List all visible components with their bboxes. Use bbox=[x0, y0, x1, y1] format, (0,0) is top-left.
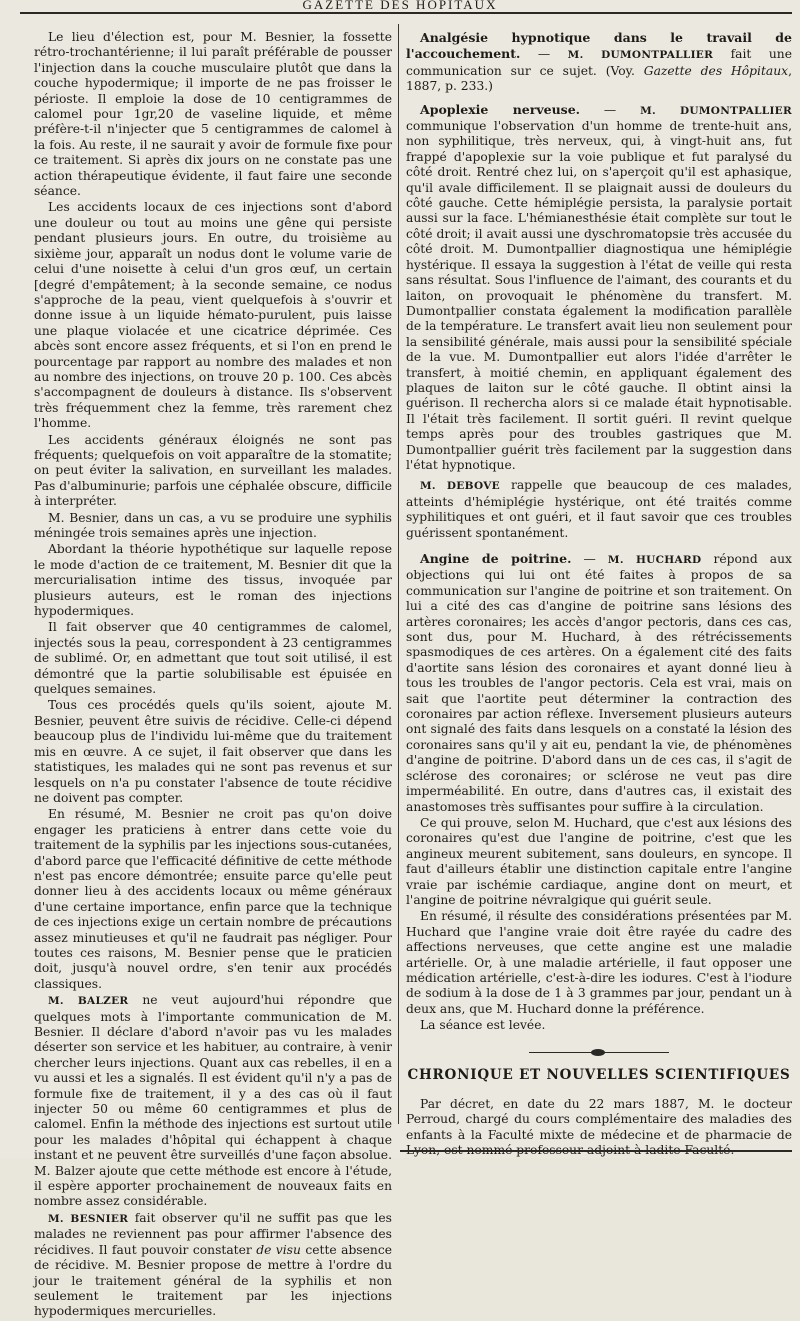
paragraph: Il fait observer que 40 centigrammes de calomel, injectés sous la peau, correspondent à 23 centigrammes de sublimé. Or, en admettant que tout soit utilisé, il est démontré que la partie solubilisable est épuisée en quelques semaines. bbox=[34, 620, 392, 697]
paragraph-text: cette absence de récidive. M. Besnier propose de mettre à l'ordre du jour le traitement général de la syphilis et non seulement le traitement par les injections hypodermiques mercurielles. bbox=[34, 1242, 392, 1319]
header-rule bbox=[20, 12, 792, 14]
dash: — bbox=[580, 102, 641, 117]
section-heading: Analgésie hypnotique dans le travail de l'accouchement. bbox=[406, 30, 792, 62]
dash: — bbox=[520, 47, 568, 62]
paragraph-text: , 1887, p. 233.) bbox=[406, 63, 792, 94]
section-angine bbox=[406, 551, 792, 815]
section-apoplexie bbox=[406, 102, 792, 474]
paragraph-besnier bbox=[34, 1211, 392, 1320]
speaker-name: M. BALZER bbox=[48, 995, 129, 1008]
section-heading: Angine de poitrine. bbox=[420, 551, 572, 566]
chronique-heading: CHRONIQUE ET NOUVELLES SCIENTIFIQUES bbox=[407, 1066, 791, 1083]
speaker-name: M. BESNIER bbox=[48, 1212, 129, 1225]
column-divider bbox=[398, 24, 399, 1124]
section-analgesie bbox=[406, 30, 792, 95]
paragraph-balzer bbox=[34, 993, 392, 1210]
ornament-divider bbox=[529, 1048, 669, 1058]
paragraph: Ce qui prouve, selon M. Huchard, que c'est aux lésions des coronaires qu'est due l'angine de poitrine, c'est que les angineux meurent subitement, sans douleurs, en syncope. Il faut d'ailleurs établir une distinction capitale entre l'angine vraie par ischémie cardiaque, angine dont on meurt, et l'angine de poitrine névralgique qui guérit seule. bbox=[406, 815, 792, 907]
dash: — bbox=[571, 552, 608, 566]
paragraph-text: ne veut aujourd'hui répondre que quelques mots à l'importante communication de M. Besnier. Il déclare d'abord n'avoir pas vu les malades déserter son service et les habituer, au contraire, à venir chercher leurs injections. Quant aux cas rebelles, il en a vu aussi et les a signalés. Il est évident qu'il n'y a pas de formule fixe de traitement, il y a des cas où il faut injecter 50 ou même 60 centigrammes et plus de calomel. Enfin la méthode des injections est surtout utile pour les malades d'hôpital qui échappent à chaque instant et ne peuvent être surveillés d'une façon absolue. M. Balzer ajoute que cette méthode est encore à l'étude, il espère apporter prochainement de nouveaux faits en nombre assez considérable. bbox=[34, 993, 392, 1209]
paragraph: Tous ces procédés quels qu'ils soient, ajoute M. Besnier, peuvent être suivis de récidive. Celle-ci dépend beaucoup plus de l'individu lui-même que du traitement mis en œuvre. A ce sujet, il fait observer que dans les statistiques, les malades qui ne sont pas revenus et sur lesquels on n'a pu constater l'absence de toute récidive ne doivent pas compter. bbox=[34, 698, 392, 805]
speaker-name: M. HUCHARD bbox=[607, 554, 702, 566]
left-column bbox=[34, 30, 392, 1321]
paragraph: En résumé, il résulte des considérations présentées par M. Huchard que l'angine vraie doit être rayée du cadre des affections nerveuses, que cette angine est une maladie artérielle. Or, à une maladie artérielle, il faut opposer une médication artérielle, c'est-à-dire les iodures. C'est à l'iodure de sodium à la dose de 1 à 3 grammes par jour, pendant un à deux ans, que M. Huchard donne la préférence. bbox=[406, 909, 792, 1016]
paragraph-debove bbox=[406, 478, 792, 541]
paragraph-text: fait observer qu'il ne suffit pas que les malades ne reviennent pas pour affirmer l'absence des récidives. Il faut pouvoir constater bbox=[34, 1210, 392, 1257]
italic-phrase: de visu bbox=[256, 1242, 301, 1257]
paragraph: Par décret, en date du 22 mars 1887, M. le docteur Perroud, chargé du cours complémentaire des maladies des enfants à la Faculté mixte de médecine et de pharmacie de bbox=[406, 1097, 792, 1142]
speaker-name: M. DEBOVE bbox=[420, 480, 500, 493]
paragraph: Le lieu d'élection est, pour M. Besnier, la fossette rétro-trochantérienne; il lui paraît préférable de pousser l'injection dans la couche musculaire plutôt que dans la couche hypodermique; il importe de ne pas froisser le périoste. Il emploie la dose de 10 centigrammes de calomel pour 1gr,20 de vaseline liquide, et même préfère-t-il n'injecter que 5 centigrammes de calomel à la fois. Au reste, il ne saurait y avoir de formule fixe pour ce traitement. Si après dix jours on ne constate pas une action thérapeutique évidente, il faut faire une seconde séance. bbox=[34, 30, 392, 199]
paragraph-text: répond aux objections qui lui ont été faites à propos de sa communication sur l'angine de poitrine et son traitement. On lui a cité des cas d'angine de poitrine sans lésions des artères coronaires; les accès d'angor pectoris, dans ces cas, sont dus, pour M. Huchard, à des rétrécissements spasmodiques de ces artères. On a également cité des faits d'aortite sans lésion des coronaires et ayant donné lieu à tous les troubles de l'angor pectoris. Cela est vrai, mais on sait que l'aortite peut déterminer la contraction des coronaires par action réflexe. Inversement plusieurs auteurs ont signalé des faits dans lesquels on a constaté la lésion des coronaires sans qu'il y ait eu, pendant la vie, de phénomènes d'angine de poitrine. D'abord dans un de ces cas, il s'agit de sclérose des coronaires; or sclérose ne veut pas dire imperméabilité. En outre, dans d'autres cas, il existait des anastomoses très suffisantes pour suffire à la circulation. bbox=[406, 552, 792, 814]
closing-line: La séance est levée. bbox=[420, 1018, 546, 1033]
paragraph: M. Besnier, dans un cas, a vu se produire une syphilis méningée trois semaines après une injection. bbox=[34, 510, 392, 540]
footer-rule bbox=[400, 1150, 792, 1152]
paragraph: Les accidents locaux de ces injections sont d'abord une douleur ou tout au moins une gêne qui persiste pendant plusieurs jours. En outre, du troisième au sixième jour, apparaît un nodus dont le volume varie de celui d'une noisette à celui d'un gros œuf, un certain [degré d'empâtement; à la seconde semaine, ce nodus s'approche de la peau, vient quelquefois à s'ouvrir et donne issue à un liquide hémato-purulent, puis laisse une plaque violacée et une cicatrice déprimée. Ces abcès sont encore assez fréquents, et si l'on en prend le pourcentage par rapport au nombre des malades et non au nombre des injections, on trouve 20 p. 100. Ces abcès s'accompagnent de douleurs à distance. Ils s'observent très fréquemment chez la femme, très rarement chez l'homme. bbox=[34, 200, 392, 431]
section-heading: Apoplexie nerveuse. bbox=[420, 101, 580, 117]
paragraph-text: fait une communication sur ce sujet. (Voy. bbox=[406, 47, 792, 78]
paragraph: Les accidents généraux éloignés ne sont pas fréquents; quelquefois on voit apparaître de la stomatite; on peut éviter la salivation, en surveillant les malades. Pas d'albuminurie; parfois une céphalée obscure, difficile à interpréter. bbox=[34, 432, 392, 509]
paragraph: En résumé, M. Besnier ne croit pas qu'on doive engager les praticiens à entrer dans cette voie du traitement de la syphilis par les injections sous-cutanées, d'abord parce que l'efficacité définitive de cette méthode n'est pas encore démontrée; ensuite parce qu'elle peut donner lieu à des accidents locaux ou même généraux d'une certaine importance, enfin parce que la technique de ces injections exige un certain nombre de précautions assez minutieuses et qu'il ne faudrait pas négliger. Pour toutes ces raisons, M. Besnier pense que le praticien doit, jusqu'à nouvel ordre, s'en tenir aux procédés classiques. bbox=[34, 807, 392, 991]
speaker-name: M. DUMONTPALLIER bbox=[567, 49, 714, 62]
right-column bbox=[406, 30, 792, 1160]
speaker-name: M. DUMONTPALLIER bbox=[640, 104, 792, 117]
paragraph: Abordant la théorie hypothétique sur laquelle repose le mode d'action de ce traitement, M. Besnier dit que la mercurialisation intime des tissus, invoquée par plusieurs auteurs, est le roman des injections hypodermiques. bbox=[34, 542, 392, 619]
journal-reference: Gazette des Hôpitaux bbox=[643, 63, 789, 78]
paragraph-text: communique l'observation d'un homme de trente-huit ans, non syphilitique, très nerveux, qui, à vingt-huit ans, fut frappé d'apoplexie sur la voie publique et fut paralysé du côté droit. Rentré chez lui, on s'aperçoit qu'il est aphasique, qu'il avale difficilement. Il se plaignait aussi de douleurs du côté gauche. Cette hémiplégie persista, la paralysie portait aussi sur la face. L'hémianesthésie était complète sur tout le côté droit; il avait aussi une dyschromatopsie très accusée du côté droit. M. Dumontpallier diagnostiqua une hémiplégie hystérique. Il essaya la suggestion à l'état de veille qui resta sans résultat. Sous l'influence de l'aimant, des courants et du laiton, on provoquait le phénomène du transfert. M. Dumontpallier constata également la modification parallèle de la température. Le transfert avait lieu non seulement pour la sensibilité générale, mais aussi pour la sensibilité spéciale de la vue. M. Dumontpallier eut alors l'idée d'arrêter le transfert, à moitié chemin, en appliquant également des plaques de laiton sur le côté gauche. Il obtint ainsi la guérison. Il rechercha alors si ce malade était hypnotisable. Il l'était très facilement. Il sortit guéri. Il revint quelque temps après pour des troubles gastriques que M. Dumontpallier guérit très facilement par la suggestion dans l'état hypnotique. bbox=[406, 119, 792, 472]
journal-title: GAZETTE DES HOPITAUX bbox=[302, 0, 498, 12]
paragraph-text: rappelle que beaucoup de ces malades, atteints d'hémiplégie hystérique, ont été traités comme syphilitiques et ont guéri, et il faut savoir que ces troubles guérissent spontanément. bbox=[406, 478, 792, 540]
